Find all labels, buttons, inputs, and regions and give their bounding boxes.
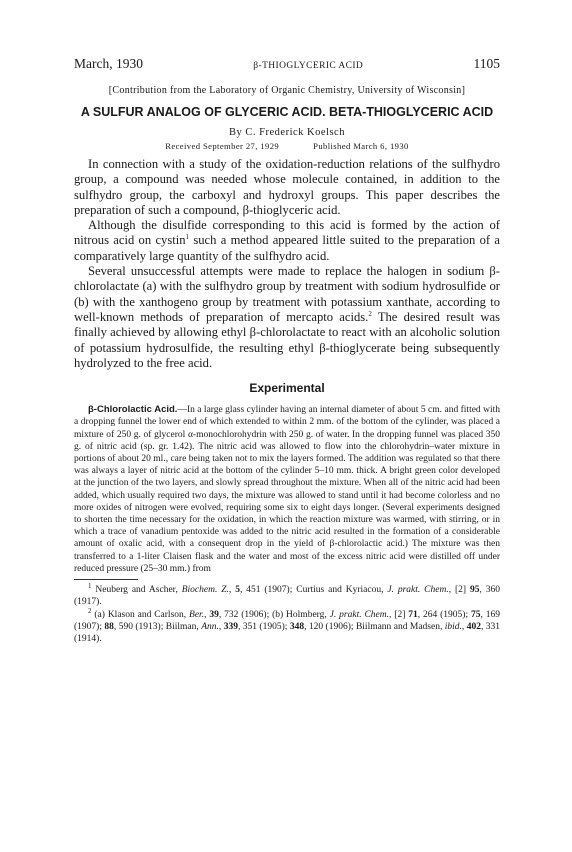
footnote-1: $^1$ Neuberg and Ascher, Biochem. Z., 5, 451 (1907); Curtius and Kyriacou, J. prakt. Chem., [2] 95, 360 (1917). bbox=[74, 581, 500, 608]
article-title: A SULFUR ANALOG OF GLYCERIC ACID. BETA-THIOGLYCERIC ACID bbox=[80, 105, 494, 119]
received-date: Received September 27, 1929 bbox=[165, 141, 280, 151]
journal-page bbox=[74, 56, 500, 645]
article-body bbox=[74, 157, 500, 371]
paragraph-attempts: Several unsuccessful attempts were made to replace the halogen in sodium β-chlorolactate (a) with the sulfhydro group by treatment with sodium hydrosulfide or (b) with the xanthogeno group by treatment with potassium xanthate, according to well-known methods of preparation of mercapto acids.$^2$ The desired result was finally achieved by allowing ethyl β-chlorolactate to react with an alcoholic solution of potassium hydrosulfide, the resulting ethyl β-thioglycerate being subsequently hydrolyzed to the free acid. bbox=[74, 264, 500, 370]
footnote-2: $^2$ (a) Klason and Carlson, Ber., 39, 732 (1906); (b) Holmberg, J. prakt. Chem., [2] 71, 264 (1905); 75, 169 (1907); 88, 590 (1913); Biilman, Ann., 339, 351 (1905); 348, 120 (1906); Biilmann and Madsen, ibid., 402, 331 (1914). bbox=[74, 606, 501, 645]
footnote-divider bbox=[74, 579, 138, 580]
dates-line bbox=[74, 141, 500, 151]
published-date: Published March 6, 1930 bbox=[313, 141, 409, 151]
running-title: β-THIOGLYCERIC ACID bbox=[253, 61, 364, 71]
running-header bbox=[74, 56, 500, 72]
experimental-section bbox=[74, 404, 500, 575]
paragraph-intro: In connection with a study of the oxidation-reduction relations of the sulfhydro group, a compound was needed whose molecule contained, in addition to the sulfhydro group, the carboxyl and hydroxyl groups. This paper describes the preparation of such a compound, β-thioglyceric acid. bbox=[74, 157, 500, 217]
affiliation: [Contribution from the Laboratory of Organic Chemistry, University of Wisconsin] bbox=[108, 85, 466, 96]
experimental-paragraph: β-Chlorolactic Acid.—In a large glass cylinder having an internal diameter of about 5 cm. and fitted with a dropping funnel the lower end of which extended to within 2 mm. of the bottom of the cylinder, was placed a mixture of 250 g. of glycerol α-monochlorohydrin with 250 g. of water. In the dropping funnel was placed 350 g. of nitric acid (sp. gr. 1.42). The nitric acid was allowed to flow into the chlorohydrin–water mixture in portions of about 20 ml., care being taken not to mix the layers formed. The addition was regulated so that there was always a layer of nitric acid at the bottom of the cylinder 5–10 mm. thick. A bright green color developed at the junction of the two layers, and slowly spread throughout the mixture. When all of the nitric acid had been added, which usually required two days, the mixture was allowed to stand until it had become colorless and no more oxides of nitrogen were evolved, requiring some six to eight days longer. (Several experiments designed to shorten the time necessary for the oxidation, in which the reaction mixture was warmed, with stirring, or in which a trace of vanadium pentoxide was added to the nitric acid resulted in the formation of a considerable amount of oxalic acid, with a consequent drop in the yield of β-chlorolactic acid.) The mixture was then transferred to a 1-liter Claisen flask and the water and most of the excess nitric acid were distilled off under reduced pressure (25–30 mm.) from bbox=[74, 404, 500, 574]
run-in-heading: β-Chlorolactic Acid. bbox=[88, 404, 178, 416]
section-heading-experimental: Experimental bbox=[249, 381, 325, 396]
footnotes bbox=[74, 581, 501, 645]
page-number: 1105 bbox=[473, 56, 500, 71]
author-line: By C. Frederick Koelsch bbox=[229, 127, 345, 138]
footnote-ref-2[interactable]: 2 bbox=[368, 309, 372, 318]
issue-date: March, 1930 bbox=[74, 56, 143, 71]
footnote-ref-1[interactable]: 1 bbox=[185, 233, 190, 242]
paragraph-disulfide: Although the disulfide corresponding to this acid is formed by the action of nitrous acid on cystin$^1$ such a method appeared little suited to the preparation of a comparatively large quantity of the sulfhydro acid. bbox=[74, 218, 501, 263]
